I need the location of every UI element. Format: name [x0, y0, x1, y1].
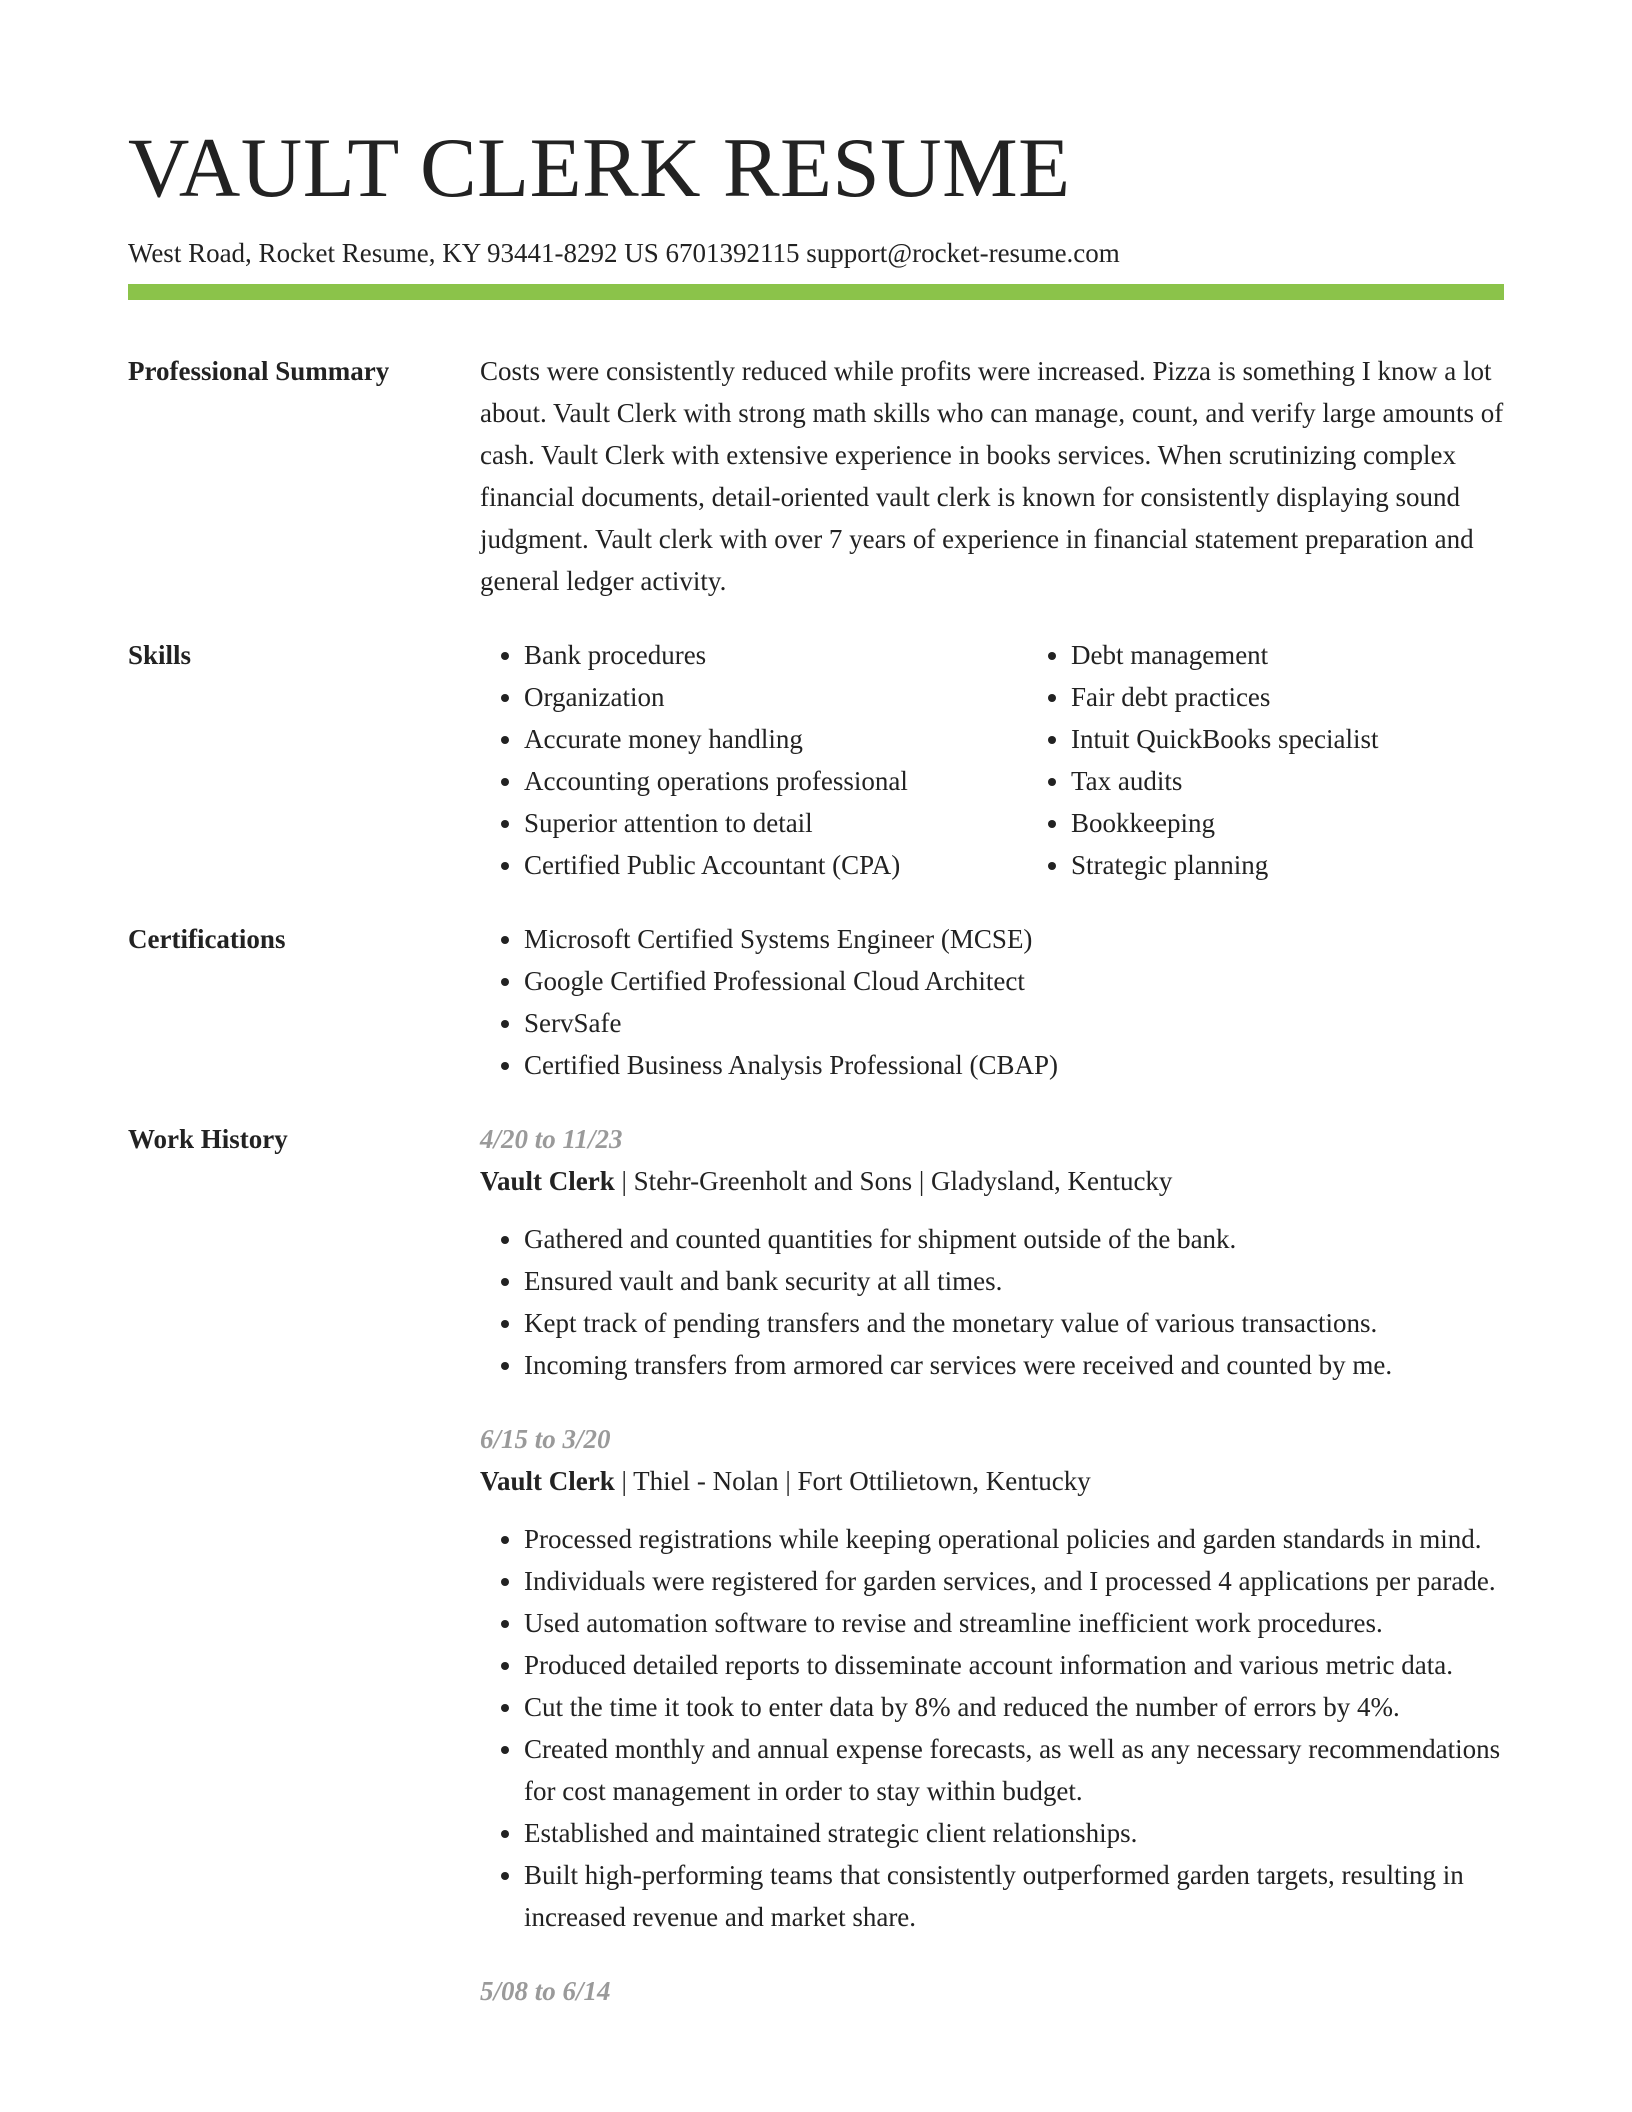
section-label-summary: Professional Summary: [128, 356, 390, 386]
certification-item: • Google Certified Professional Cloud Architect: [524, 960, 1504, 1002]
skill-item: • Fair debt practices: [1071, 676, 1574, 718]
resume-title: VAULT CLERK RESUME: [128, 121, 1071, 215]
job-bullet: • Produced detailed reports to disseminate account information and various metric data.: [524, 1644, 1504, 1686]
job-dates: 5/08 to 6/14: [480, 1976, 611, 2006]
work-history-body: [480, 1118, 1504, 2012]
accent-divider: [128, 284, 1504, 300]
job-heading: [480, 1460, 1504, 1502]
job-employer-location: | Thiel - Nolan | Fort Ottilietown, Kentucky: [614, 1466, 1091, 1496]
certifications-body: [480, 918, 1504, 1086]
job-title: Vault Clerk: [480, 1466, 615, 1496]
certifications-list: [480, 918, 1504, 1086]
job-bullet: • Gathered and counted quantities for shipment outside of the bank.: [524, 1218, 1504, 1260]
summary-text: Costs were consistently reduced while profits were increased. Pizza is something I know a lot about. Vault Clerk with strong math skills who can manage, count, and verify large amounts of cash. Vault Clerk with extensive experience in books services. When scrutinizing complex financial documents, detail-oriented vault clerk is known for consistently displaying sound judgment. Vault clerk with over 7 years of experience in financial statement preparation and general ledger activity.: [480, 356, 1504, 596]
job-bullet: • Built high-performing teams that consistently outperformed garden targets, resulting in increased revenue and market share.: [524, 1854, 1504, 1938]
job-bullet: • Created monthly and annual expense forecasts, as well as any necessary recommendations for cost management in order to stay within budget.: [524, 1728, 1504, 1812]
skill-item: • Superior attention to detail: [524, 802, 1027, 844]
skills-grid: [480, 634, 1574, 886]
contact-line: West Road, Rocket Resume, KY 93441-8292 US 6701392115 support@rocket-resume.com: [128, 238, 1120, 268]
skills-list-left: [480, 634, 1027, 886]
job-title: Vault Clerk: [480, 1166, 615, 1196]
section-label-skills: Skills: [128, 640, 192, 670]
certification-item: • Certified Business Analysis Professional (CBAP): [524, 1044, 1504, 1086]
certifications-section: [128, 918, 1504, 1086]
job-bullet: • Kept track of pending transfers and the monetary value of various transactions.: [524, 1302, 1504, 1344]
job-entry: [480, 1418, 1504, 1938]
job-employer-location: | Stehr-Greenholt and Sons | Gladysland, Kentucky: [614, 1166, 1173, 1196]
job-bullet: • Processed registrations while keeping operational policies and garden standards in mind.: [524, 1518, 1504, 1560]
job-heading: [480, 1160, 1504, 1202]
work-history-section: [128, 1118, 1504, 2012]
resume-page: [128, 0, 1504, 2012]
skill-item: • Debt management: [1071, 634, 1574, 676]
job-bullet: • Established and maintained strategic client relationships.: [524, 1812, 1504, 1854]
skill-item: • Bank procedures: [524, 634, 1027, 676]
skill-item: • Intuit QuickBooks specialist: [1071, 718, 1574, 760]
job-bullet: • Ensured vault and bank security at all times.: [524, 1260, 1504, 1302]
certification-item: • Microsoft Certified Systems Engineer (MCSE): [524, 918, 1504, 960]
skill-item: • Tax audits: [1071, 760, 1574, 802]
job-bullet-list: [480, 1218, 1504, 1386]
job-entry: [480, 1970, 1504, 2012]
skill-item: • Certified Public Accountant (CPA): [524, 844, 1027, 886]
section-label-certifications: Certifications: [128, 924, 286, 954]
skill-item: • Strategic planning: [1071, 844, 1574, 886]
skill-item: • Accurate money handling: [524, 718, 1027, 760]
skill-item: • Bookkeeping: [1071, 802, 1574, 844]
job-bullet: • Incoming transfers from armored car services were received and counted by me.: [524, 1344, 1504, 1386]
skill-item: • Accounting operations professional: [524, 760, 1027, 802]
job-bullet: • Cut the time it took to enter data by 8% and reduced the number of errors by 4%.: [524, 1686, 1504, 1728]
skills-list-right: [1027, 634, 1574, 886]
section-label-work-history: Work History: [128, 1124, 288, 1154]
job-dates: 6/15 to 3/20: [480, 1424, 611, 1454]
job-bullet-list: [480, 1518, 1504, 1938]
job-entry: [480, 1118, 1504, 1386]
certification-item: • ServSafe: [524, 1002, 1504, 1044]
skills-section: [128, 634, 1504, 886]
job-bullet: • Used automation software to revise and streamline inefficient work procedures.: [524, 1602, 1504, 1644]
professional-summary-section: [128, 350, 1504, 602]
job-dates: 4/20 to 11/23: [480, 1124, 623, 1154]
job-bullet: • Individuals were registered for garden services, and I processed 4 applications per parade.: [524, 1560, 1504, 1602]
skill-item: • Organization: [524, 676, 1027, 718]
